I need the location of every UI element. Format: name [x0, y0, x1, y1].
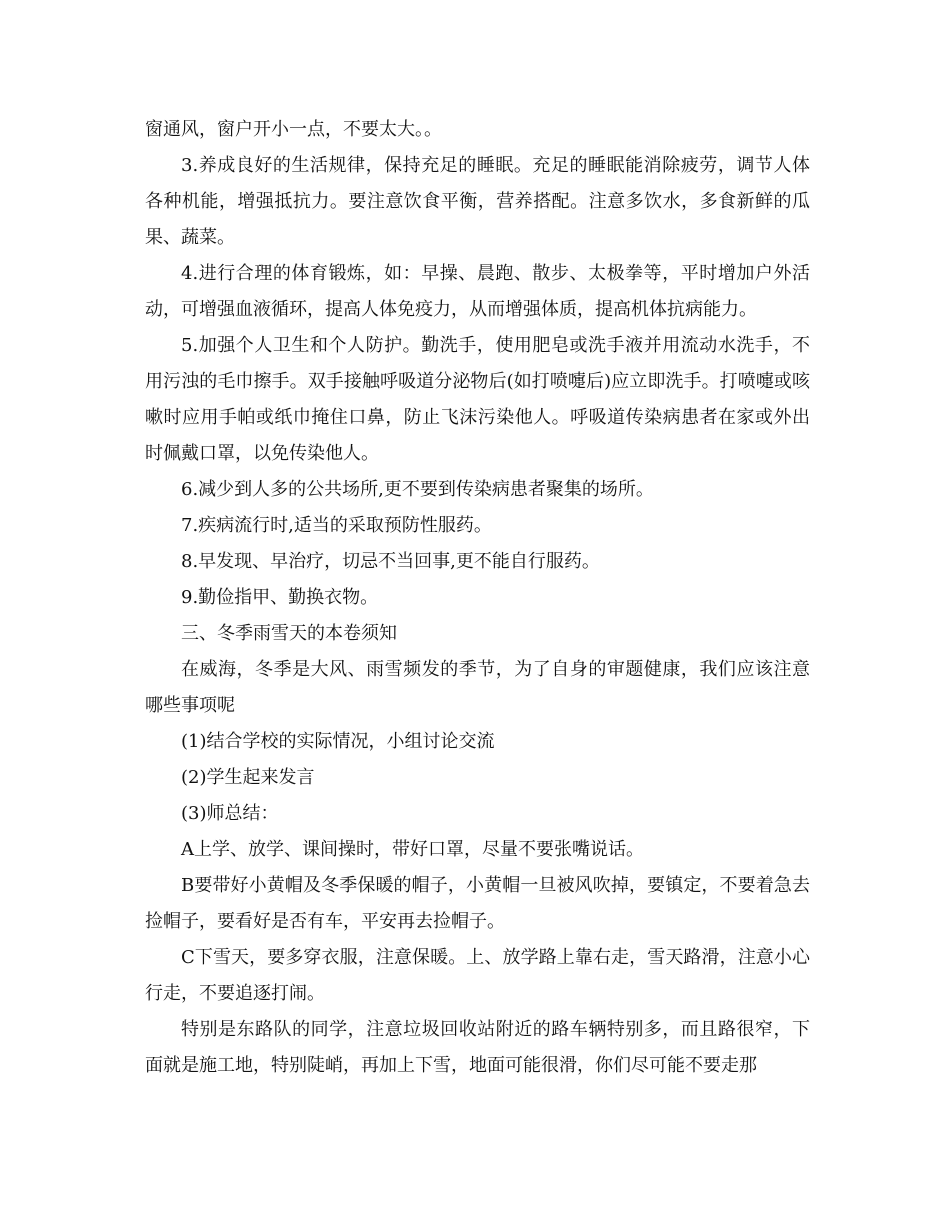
paragraph-east-route: 特别是东路队的同学，注意垃圾回收站附近的路车辆特别多，而且路很窄，下面就是施工地，特别陡峭，再加上下雪，地面可能很滑，你们尽可能不要走那	[145, 1019, 810, 1076]
paragraph-item-5: 5.加强个人卫生和个人防护。勤洗手，使用肥皂或洗手液并用流动水洗手，不用污浊的毛巾擦手。双手接触呼吸道分泌物后(如打喷嚏后)应立即洗手。打喷嚏或咳嗽时应用手帕或纸巾掩住口鼻，防止飞沫污染他人。呼吸道传染病患者在家或外出时佩戴口罩，以免传染他人。	[145, 335, 810, 464]
step-1: (1)结合学校的实际情况，小组讨论交流	[181, 731, 495, 752]
paragraph-item-8: 8.早发现、早治疗，切忌不当回事,更不能自行服药。	[181, 551, 600, 572]
paragraph-item-3: 3.养成良好的生活规律，保持充足的睡眠。充足的睡眠能消除疲劳，调节人体各种机能，增强抵抗力。要注意饮食平衡，营养搭配。注意多饮水，多食新鲜的瓜果、蔬菜。	[145, 155, 810, 248]
point-c: C下雪天，要多穿衣服，注意保暖。上、放学路上靠右走，雪天路滑，注意小心行走，不要追逐打闹。	[145, 947, 810, 1004]
paragraph-item-7: 7.疾病流行时,适当的采取预防性服药。	[181, 515, 492, 536]
paragraph-continuation: 窗通风，窗户开小一点，不要太大。。	[145, 119, 442, 140]
paragraph-item-9: 9.勤俭指甲、勤换衣物。	[181, 587, 379, 608]
point-a: A上学、放学、课间操时，带好口罩，尽量不要张嘴说话。	[181, 839, 644, 860]
section-heading: 三、冬季雨雪天的本卷须知	[181, 623, 397, 644]
paragraph-item-6: 6.减少到人多的公共场所,更不要到传染病患者聚集的场所。	[181, 479, 654, 500]
step-2: (2)学生起来发言	[181, 767, 315, 788]
paragraph-intro: 在威海，冬季是大风、雨雪频发的季节，为了自身的审题健康，我们应该注意哪些事项呢	[145, 659, 810, 716]
step-3: (3)师总结：	[181, 803, 279, 824]
paragraph-item-4: 4.进行合理的体育锻炼，如：早操、晨跑、散步、太极拳等，平时增加户外活动，可增强血液循环，提高人体免疫力，从而增强体质，提高机体抗病能力。	[145, 263, 810, 320]
document-body	[145, 112, 810, 1084]
point-b: B要带好小黄帽及冬季保暖的帽子，小黄帽一旦被风吹掉，要镇定，不要着急去捡帽子，要看好是否有车，平安再去捡帽子。	[145, 875, 810, 932]
